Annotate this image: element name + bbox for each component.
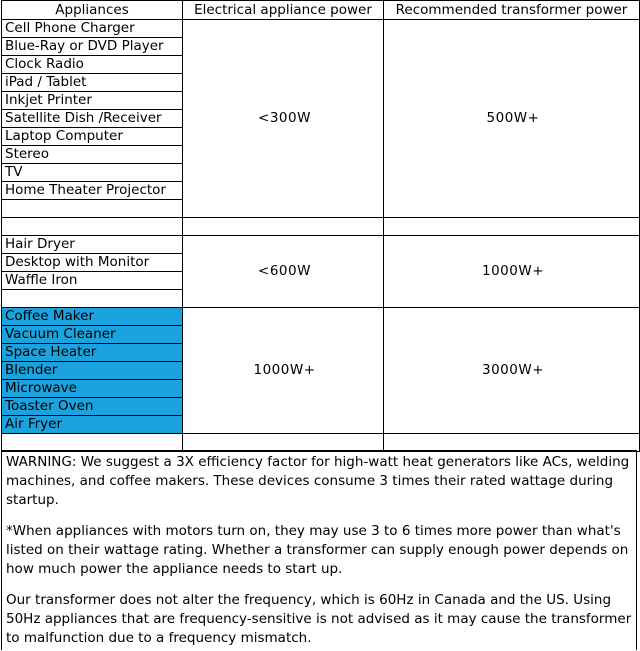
appliance-cell: Inkjet Printer: [2, 92, 183, 110]
appliance-cell: Clock Radio: [2, 56, 183, 74]
appliance-cell: Blender: [2, 362, 183, 380]
appliance-cell: Desktop with Monitor: [2, 254, 183, 272]
appliance-cell: iPad / Tablet: [2, 74, 183, 92]
power-rating-cell: <300W: [183, 20, 384, 218]
empty-cell: [2, 200, 183, 218]
frequency-note: Our transformer does not alter the frequency, which is 60Hz in Canada and the US. Using 50Hz appliances that are frequency-sensitive is not advised as it may cause the transformer to malfunction due to a frequency mismatch.: [6, 592, 632, 646]
table-header-row: [2, 1, 640, 20]
appliance-cell: Stereo: [2, 146, 183, 164]
appliance-cell: Space Heater: [2, 344, 183, 362]
empty-cell: [384, 218, 640, 236]
appliance-cell: Laptop Computer: [2, 128, 183, 146]
header-appliance-power: Electrical appliance power: [183, 1, 384, 20]
empty-cell: [384, 434, 640, 452]
transformer-rating-cell: 1000W+: [384, 236, 640, 308]
spacer-row: [2, 218, 640, 236]
power-rating-cell: 1000W+: [183, 308, 384, 434]
empty-cell: [183, 218, 384, 236]
appliance-cell: Toaster Oven: [2, 398, 183, 416]
appliance-cell: Microwave: [2, 380, 183, 398]
power-rating-cell: <600W: [183, 236, 384, 308]
appliance-cell: Cell Phone Charger: [2, 20, 183, 38]
empty-cell: [2, 434, 183, 452]
empty-cell: [2, 218, 183, 236]
appliance-cell: Air Fryer: [2, 416, 183, 434]
empty-cell: [2, 290, 183, 308]
appliance-cell: Home Theater Projector: [2, 182, 183, 200]
appliance-power-table: [1, 0, 640, 452]
header-transformer-power: Recommended transformer power: [384, 1, 640, 20]
table-row: [2, 308, 640, 326]
appliance-cell: Waffle Iron: [2, 272, 183, 290]
appliance-cell: Blue-Ray or DVD Player: [2, 38, 183, 56]
notes-box: [1, 450, 637, 650]
appliance-cell: Hair Dryer: [2, 236, 183, 254]
appliance-cell: TV: [2, 164, 183, 182]
transformer-rating-cell: 3000W+: [384, 308, 640, 434]
appliance-cell: Vacuum Cleaner: [2, 326, 183, 344]
header-appliances: Appliances: [2, 1, 183, 20]
appliance-cell: Satellite Dish /Receiver: [2, 110, 183, 128]
table-row: [2, 236, 640, 254]
table-row: [2, 20, 640, 38]
transformer-rating-cell: 500W+: [384, 20, 640, 218]
spacer-row: [2, 434, 640, 452]
appliance-cell: Coffee Maker: [2, 308, 183, 326]
empty-cell: [183, 434, 384, 452]
warning-note: WARNING: We suggest a 3X efficiency factor for high-watt heat generators like ACs, welding machines, and coffee makers. These devices consume 3 times their rated wattage during startup.: [6, 454, 630, 508]
motor-startup-note: *When appliances with motors turn on, they may use 3 to 6 times more power than what's listed on their wattage rating. Whether a transformer can supply enough power depends on how much power the appliance needs to start up.: [6, 523, 629, 577]
